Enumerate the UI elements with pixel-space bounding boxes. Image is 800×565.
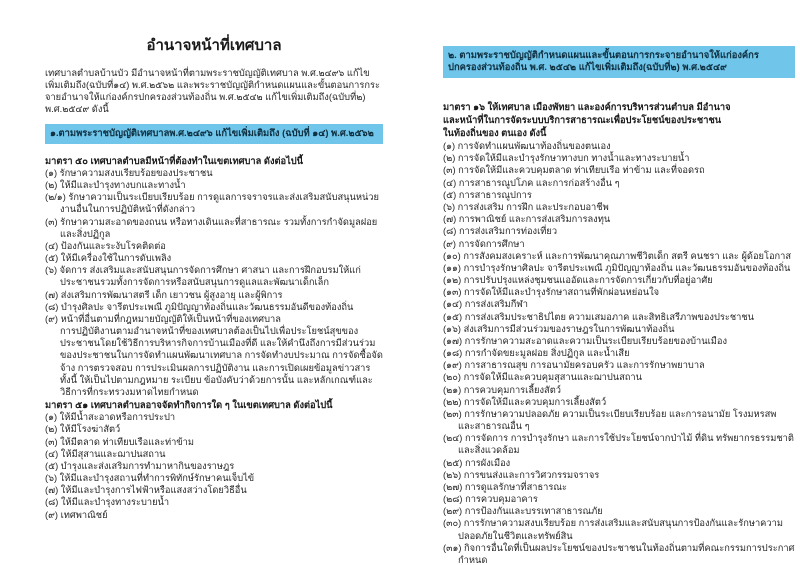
section2-header-band: ๒. ตามพระราชบัญญัติกำหนดแผนและขั้นตอนการกระจายอำนาจให้แก่องค์กรปกครองส่วนท้องถิ่น พ.ศ. ๒๕๔๒ แก้ไขเพิ่มเติมถึง(ฉบับที่๒) พ.ศ.๒๕๔๙ xyxy=(443,46,795,78)
list-item: (๑๒) การปรับปรุงแหล่งชุมชนแออัดและการจัดการเกี่ยวกับที่อยู่อาศัย xyxy=(443,275,713,286)
matra16-title-line3: ในท้องถิ่นของ ตนเอง ดังนี้ xyxy=(443,127,547,138)
list-item: (๑) ให้มีน้ำสะอาดหรือการประปา xyxy=(45,412,176,423)
list-item: (๑๕) การส่งเสริมประชาธิปไตย ความเสมอภาค และสิทธิเสรีภาพของประชาชน xyxy=(443,311,755,322)
list-item: (๑๗) การรักษาความสะอาดและความเป็นระเบียบเรียบร้อยของบ้านเมือง xyxy=(443,335,728,346)
list-item: (๘) บำรุงศิลปะ จารีตประเพณี ภูมิปัญญาท้องถิ่นและวัฒนธรรมอันดีของท้องถิ่น xyxy=(45,301,354,312)
list-item: (๙) เทศพาณิชย์ xyxy=(45,509,108,520)
list-item: (๓๐) การรักษาความสงบเรียบร้อย การส่งเสริมและสนับสนุนการป้องกันและรักษาความ ปลอดภัยในชีวิตและทรัพย์สิน xyxy=(443,518,783,541)
matra50-list xyxy=(45,167,383,325)
list-item: (๑) การจัดทำแผนพัฒนาท้องถิ่นของตนเอง xyxy=(443,141,611,152)
list-item: (๑๓) การจัดให้มีและบำรุงรักษาสถานที่พักผ่อนหย่อนใจ xyxy=(443,287,660,298)
list-item: (๙) การจัดการศึกษา xyxy=(443,238,525,249)
list-item: (๒๓) การรักษาความปลอดภัย ความเป็นระเบียบเรียบร้อย และการอนามัย โรงมหรสพ และสาธารณอื่น ๆ xyxy=(443,408,777,432)
matra51-title: มาตรา ๕๑ เทศบาลตำบลอาจจัดทำกิจการใด ๆ ในเขตเทศบาล ดังต่อไปนี้ xyxy=(45,400,333,411)
list-item: (๒๗) การดูแลรักษาที่สาธารณะ xyxy=(443,481,567,492)
right-column xyxy=(443,46,795,565)
list-item: (๗) การพาณิชย์ และการส่งเสริมการลงทุน xyxy=(443,214,611,225)
matra51-list xyxy=(45,411,383,521)
list-item: (๑) รักษาความสงบเรียบร้อยของประชาชน xyxy=(45,167,213,178)
list-item: (๑๙) การสาธารณสุข การอนามัยครอบครัว และการรักษาพยาบาล xyxy=(443,360,705,371)
list-item: (๒๔) การจัดการ การบำรุงรักษา และการใช้ประโยชน์จากป่าไม้ ที่ดิน ทรัพยากรธรรมชาติ และสิ่งแวดล้อม xyxy=(443,433,794,456)
matra50-note: การปฏิบัติงานตามอำนาจหน้าที่ของเทศบาลต้องเป็นไปเพื่อประโยชน์สุขของประชาชนโดยใช้วิธีการบริหารกิจการบ้านเมืองที่ดี และให้คำนึงถึงการมีส่วนร่วมของประชาชนในการจัดทำแผนพัฒนาเทศบาล การจัดทำงบประมาณ การจัดซื้อจัดจ้าง การตรวจสอบ การประเมินผลการปฏิบัติงาน และการเปิดเผยข้อมูลข่าวสาร ทั้งนี้ ให้เป็นไปตามกฎหมาย ระเบียบ ข้อบังคับว่าด้วยการนั้น และหลักเกณฑ์และวิธีการที่กระทรวงมหาดไทยกำหนด xyxy=(60,326,383,397)
list-item: (๒๖) การขนส่งและการวิศวกรรมจราจร xyxy=(443,469,600,480)
list-item: (๒) การจัดให้มีและบำรุงรักษาทางบก ทางน้ำและทางระบายน้ำ xyxy=(443,153,690,164)
left-column xyxy=(45,36,383,521)
list-item: (๔) ป้องกันและระงับโรคติดต่อ xyxy=(45,240,166,251)
list-item: (๗) ส่งเสริมการพัฒนาสตรี เด็ก เยาวชน ผู้สูงอายุ และผู้พิการ xyxy=(45,289,283,300)
matra16-title-line2: และหน้าที่ในการจัดระบบบริการสาธารณะเพื่อประโยชน์ของประชาชน xyxy=(443,114,722,125)
list-item: (๒๑) การควบคุมการเลี้ยงสัตว์ xyxy=(443,384,561,395)
list-item: (๑๖) ส่งเสริมการมีส่วนร่วมของราษฎรในการพัฒนาท้องถิ่น xyxy=(443,323,675,334)
list-item: (๓๑) กิจการอื่นใดที่เป็นผลประโยชน์ของประชาชนในท้องถิ่นตามที่คณะกรรมการประกาศกำหนด xyxy=(443,542,795,565)
list-item: (๓) ให้มีตลาด ท่าเทียบเรือและท่าข้าม xyxy=(45,436,194,447)
list-item: (๓) รักษาความสะอาดของถนน หรือทางเดินและที่สาธารณะ รวมทั้งการกำจัดมูลฝอย และสิ่งปฏิกูล xyxy=(45,216,378,239)
spacer xyxy=(443,89,795,101)
list-item: (๗) ให้มีและบำรุงการไฟฟ้าหรือแสงสว่างโดยวิธีอื่น xyxy=(45,485,247,496)
list-item: (๓) การจัดให้มีและควบคุมตลาด ท่าเทียบเรือ ท่าข้าม และที่จอดรถ xyxy=(443,165,705,176)
list-item: (๒๐) การจัดให้มีและควบคุมสุสานและฌาปนสถาน xyxy=(443,372,642,383)
list-item: (๘) ให้มีและบำรุงทางระบายน้ำ xyxy=(45,497,170,508)
list-item: (๕) การสาธารณูปการ xyxy=(443,189,532,200)
list-item: (๒๕) การผังเมือง xyxy=(443,457,511,468)
list-item: (๒) ให้มีโรงฆ่าสัตว์ xyxy=(45,424,121,435)
list-item: (๘) การส่งเสริมการท่องเที่ยว xyxy=(443,226,558,237)
list-item: (๑๔) การส่งเสริมกีฬา xyxy=(443,299,528,310)
list-item: (๑๑) การบำรุงรักษาศิลปะ จารีตประเพณี ภูมิปัญญาท้องถิ่น และวัฒนธรรมอันของท้องถิ่น xyxy=(443,262,791,273)
list-item: (๒๘) การควบคุมอาคาร xyxy=(443,494,538,505)
list-item: (๖) จัดการ ส่งเสริมและสนับสนุนการจัดการศึกษา ศาสนา และการฝึกอบรมให้แก่ประชาชนรวมทั้งการจัดการหรือสนับสนุนการดูแลและพัฒนาเด็กเล็ก xyxy=(45,265,361,288)
list-item: (๒๒) การจัดให้มีและควบคุมการเลี้ยงสัตว์ xyxy=(443,396,607,407)
list-item: (๑๘) การกำจัดขยะมูลฝอย สิ่งปฏิกูล และน้ำเสีย xyxy=(443,348,630,359)
list-item: (๒/๑) รักษาความเป็นระเบียบเรียบร้อย การดูแลการจราจรและส่งเสริมสนับสนุนหน่วยงานอื่นในการปฏิบัติหน้าที่ดังกล่าว xyxy=(45,192,379,215)
matra16-title-line1: มาตรา ๑๖ ให้เทศบาล เมืองพัทยา และองค์การบริหารส่วนตำบล มีอำนาจ xyxy=(443,101,731,112)
page-title: อำนาจหน้าที่เทศบาล xyxy=(146,37,282,54)
list-item: (๑๐) การสังคมสงเคราะห์ และการพัฒนาคุณภาพชีวิตเด็ก สตรี คนชรา และ ผู้ด้อยโอกาส xyxy=(443,250,792,261)
section1-header-band: ๑.ตามพระราชบัญญัติเทศบาลพ.ศ.๒๔๙๖ แก้ไขเพิ่มเติมถึง (ฉบับที่ ๑๔) พ.ศ.๒๕๖๒ xyxy=(45,124,383,143)
list-item: (๕) บำรุงและส่งเสริมการทำมาหากินของราษฎร xyxy=(45,460,235,471)
list-item: (๔) ให้มีสุสานและฌาปนสถาน xyxy=(45,448,166,459)
intro-paragraph: เทศบาลตำบลบ้านบัว มีอำนาจหน้าที่ตามพระราชบัญญัติเทศบาล พ.ศ.๒๔๙๖ แก้ไขเพิ่มเติมถึง(ฉบับที่๑๔) พ.ศ.๒๕๖๒ และพระราชบัญญัติกำหนดแผนและขั้นตอนการกระจายอำนาจให้แก่องค์กรปกครองส่วนท้องถิ่น พ.ศ.๒๕๔๒ แก้ไขเพิ่มเติมถึง(ฉบับที่๒) พ.ศ.๒๕๔๙ ดังนี้ xyxy=(45,67,380,115)
list-item: (๖) ให้มีและบำรุงสถานที่ทำการพิทักษ์รักษาคนเจ็บไข้ xyxy=(45,473,255,484)
matra16-list xyxy=(443,140,795,565)
matra50-title: มาตรา ๕๐ เทศบาลตำบลมีหน้าที่ต้องทำในเขตเทศบาล ดังต่อไปนี้ xyxy=(45,155,304,166)
list-item: (๒๙) การป้องกันและบรรเทาสาธารณภัย xyxy=(443,506,603,517)
list-item: (๖) การส่งเสริม การฝึก และประกอบอาชีพ xyxy=(443,202,609,212)
list-item: (๔) การสาธารณูปโภค และการก่อสร้างอื่น ๆ xyxy=(443,177,620,188)
list-item: (๙) หน้าที่อื่นตามที่กฎหมายบัญญัติให้เป็นหน้าที่ของเทศบาล xyxy=(45,313,281,324)
list-item: (๕) ให้มีเครื่องใช้ในการดับเพลิง xyxy=(45,253,172,264)
list-item: (๒) ให้มีและบำรุงทางบกและทางน้ำ xyxy=(45,179,186,190)
